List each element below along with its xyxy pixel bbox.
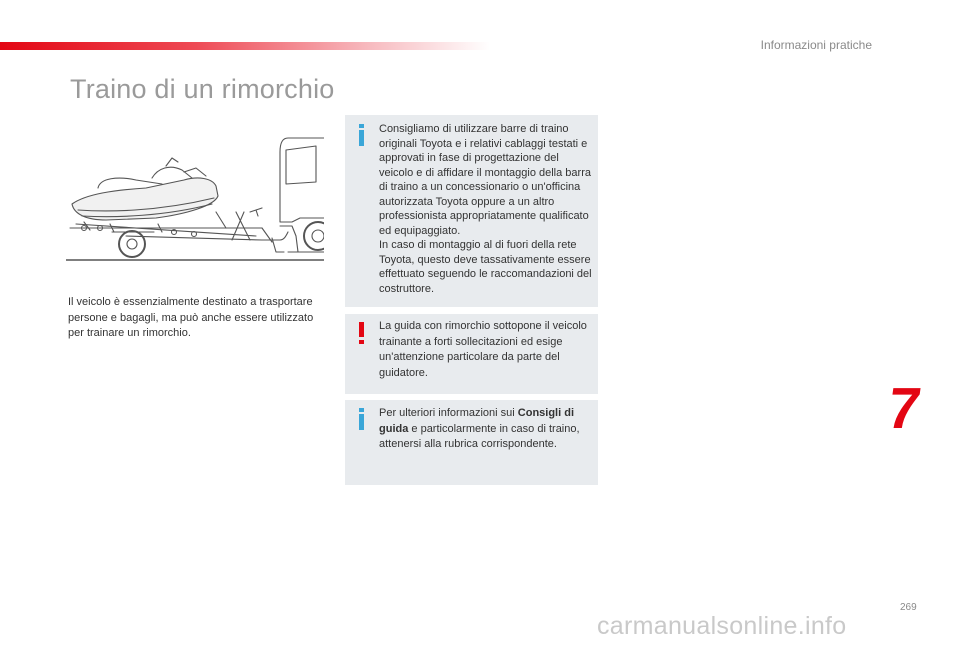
driving-tips-note-text xyxy=(379,406,593,453)
page-title: Traino di un rimorchio xyxy=(70,74,335,104)
info-note-box xyxy=(345,115,598,307)
driving-tips-text-before: Per ulteriori informazioni sui xyxy=(379,407,518,419)
driving-tips-link-text: Consigli di guida xyxy=(379,407,575,435)
page-number: 269 xyxy=(900,602,917,613)
warning-note-box xyxy=(345,314,598,394)
exclamation-icon xyxy=(358,322,366,344)
warning-note-text: La guida con rimorchio sottopone il veicolo trainante a forti sollecitazioni ed esige un'attenzione particolare da parte del guidatore. xyxy=(379,320,587,379)
watermark-text: carmanualsonline.info xyxy=(597,612,847,640)
info-icon xyxy=(358,124,366,146)
header-accent-bar xyxy=(0,42,490,50)
driving-tips-note-box xyxy=(345,400,598,485)
intro-paragraph: Il veicolo è essenzialmente destinato a trasportare persone e bagagli, ma può anche essere utilizzato per trainare un rimorchio. xyxy=(68,296,314,339)
chapter-number: 7 xyxy=(883,376,925,441)
info-note-text-part-1: Consigliamo di utilizzare barre di traino originali Toyota e i relativi cablaggi testati e approvati in fase di progettazione del veicolo e di affidare il montaggio della barra di traino a un concessionario o un'officina autorizzata Toyota oppure a un altro professionista appropriatamente qualificato ed equipaggiato. xyxy=(379,123,591,237)
info-note-text xyxy=(379,122,593,296)
info-note-text-part-2: In caso di montaggio al di fuori della rete Toyota, questo deve tassativamente essere effettuato seguendo le raccomandazioni del costruttore. xyxy=(379,239,592,295)
section-header: Informazioni pratiche xyxy=(760,38,872,52)
info-icon xyxy=(358,408,366,430)
driving-tips-text-after: e particolarmente in caso di traino, attenersi alla rubrica corrispondente. xyxy=(379,422,580,450)
jetski-trailer-illustration xyxy=(66,132,324,268)
